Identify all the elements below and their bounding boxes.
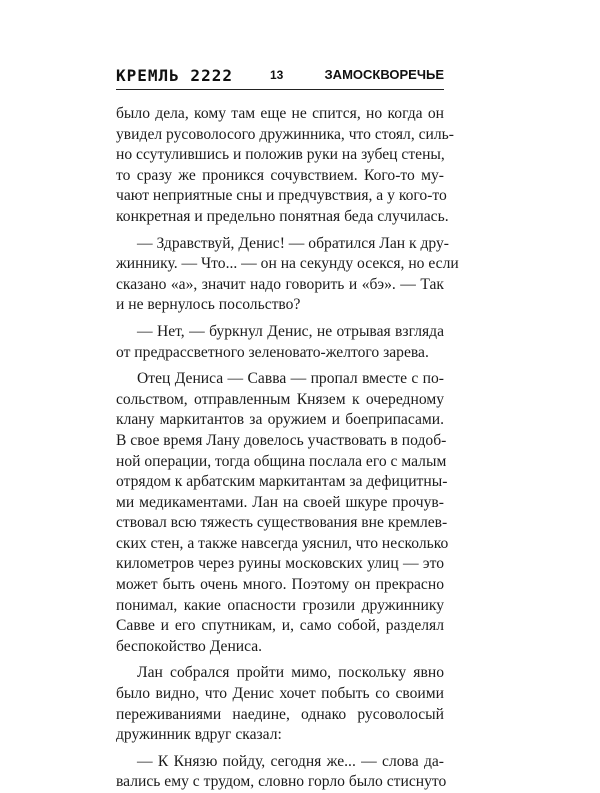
text-line: вались ему с трудом, словно горло было стиснуто [116, 773, 447, 791]
text-line: переживаниями наедине, однако русоволосый [116, 705, 444, 723]
text-line: жиннику. — Что... — он на секунду осекся, но если [116, 255, 459, 273]
page-number: 13 [270, 68, 284, 82]
running-header [116, 66, 444, 86]
text-line: понимал, какие опасности грозили дружиннику [116, 596, 444, 614]
text-line: — Здравствуй, Денис! — обратился Лан к дру- [137, 234, 449, 252]
text-line: сольством, отправленным Князем к очередному [116, 390, 444, 408]
text-line: В свое время Лану довелось участвовать в подоб- [116, 431, 447, 449]
text-line: может быть очень много. Поэтому он прекрасно [116, 576, 444, 594]
text-line: беспокойство Дениса. [116, 637, 263, 655]
text-line: клану маркитантов за оружием и боеприпасами. [116, 411, 444, 429]
text-line: дружинник вдруг сказал: [116, 726, 282, 744]
series-title: КРЕМЛЬ 2222 [116, 66, 233, 85]
text-line: но ссутулившись и положив руки на зубец стены, [116, 146, 445, 164]
text-line: Лан собрался пройти мимо, поскольку явно [137, 664, 444, 682]
text-line: — К Князю пойду, сегодня же... — слова да- [137, 752, 444, 770]
header-rule [116, 89, 444, 90]
text-line: отрядом к арбатским маркитантам за дефицитны- [116, 473, 448, 491]
text-line: Савве и его спутникам, и, само собой, разделял [116, 617, 444, 635]
text-line: Отец Дениса — Савва — пропал вместе с по- [137, 370, 444, 388]
text-line: сказано «а», значит надо говорить и «бэ». — Так [116, 275, 444, 293]
paragraph [116, 322, 444, 363]
text-line: — Нет, — буркнул Денис, не отрывая взгляда [137, 322, 444, 340]
text-line: ми медикаментами. Лан на своей шкуре прочув- [116, 493, 444, 511]
text-line: от предрассветного зеленовато-желтого зарева. [116, 343, 429, 361]
text-line: километров через руины московских улиц — это [116, 555, 444, 573]
text-line: конкретная и предельно понятная беда случилась. [116, 207, 449, 225]
paragraph [116, 752, 447, 793]
text-line: ских стен, а также навсегда уяснил, что несколько [116, 534, 449, 552]
chapter-title: ЗАМОСКВОРЕЧЬЕ [324, 67, 444, 82]
text-line: было видно, что Денис хочет побыть со своими [116, 685, 444, 703]
body-text [116, 104, 459, 793]
text-line: ной операции, тогда община послала его с малым [116, 452, 447, 470]
text-line: и не вернулось посольство? [116, 296, 301, 314]
text-line: было дела, кому там еще не спится, но когда он [116, 105, 444, 122]
paragraph [116, 234, 459, 316]
paragraph [116, 104, 454, 228]
paragraph [116, 663, 444, 745]
text-line: то сразу же проникся сочувствием. Кого-то му- [116, 166, 444, 184]
text-line: ствовал всю тяжесть существования вне кремлев- [116, 514, 448, 532]
text-line: чают неприятные сны и предчувствия, а у кого-то [116, 187, 447, 205]
text-line: увидел русоволосого дружинника, что стоял, силь- [116, 125, 454, 143]
paragraph [116, 369, 449, 657]
